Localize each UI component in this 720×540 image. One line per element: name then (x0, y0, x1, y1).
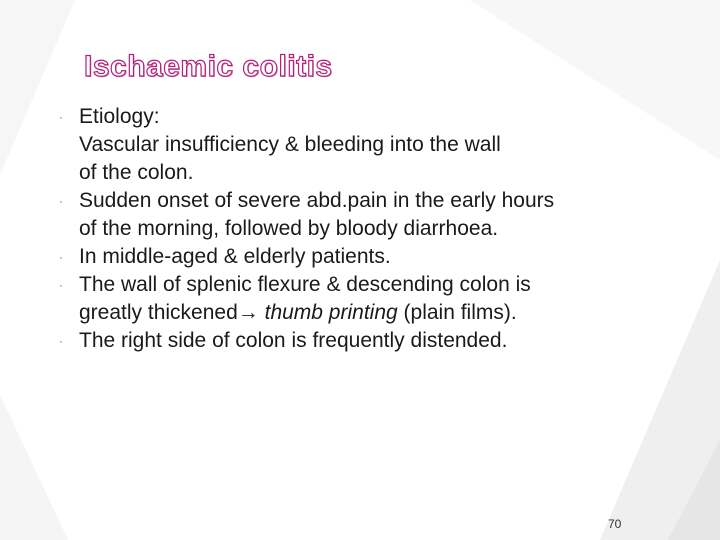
dot-bullet-icon: · (59, 278, 63, 292)
bullet-item (0, 187, 639, 243)
bullet-text-line: of the colon. (79, 161, 194, 184)
emphasis-term: thumb printing (264, 301, 398, 324)
bullet-text-line: The wall of splenic flexure & descending colon is (79, 273, 531, 296)
bullet-item (0, 243, 639, 271)
page-number: 70 (608, 517, 622, 531)
bullet-text-line: Vascular insufficiency & bleeding into the wall (79, 133, 501, 156)
dot-bullet-icon: · (59, 110, 63, 124)
bullet-text-line: Sudden onset of severe abd.pain in the early hours (79, 189, 555, 212)
dot-bullet-icon: · (59, 194, 63, 208)
bullet-item (0, 103, 639, 187)
bullet-text-line-mixed (79, 299, 639, 327)
slide-title: Ischaemic colitis (84, 50, 333, 83)
bullet-text-line: of the morning, followed by bloody diarrhoea. (79, 217, 499, 240)
dot-bullet-icon: · (59, 334, 63, 348)
bullet-text-segment: (plain films). (397, 301, 517, 324)
bullet-text-segment: greatly thickened→ (79, 301, 265, 324)
dot-bullet-icon: · (59, 250, 63, 264)
bullet-item (0, 327, 639, 355)
bullet-text-line: The right side of colon is frequently distended. (79, 329, 508, 352)
bullet-text-line: Etiology: (79, 105, 160, 128)
bullet-list (0, 103, 720, 355)
bullet-item (0, 271, 639, 327)
bullet-text-line: In middle-aged & elderly patients. (79, 245, 391, 268)
